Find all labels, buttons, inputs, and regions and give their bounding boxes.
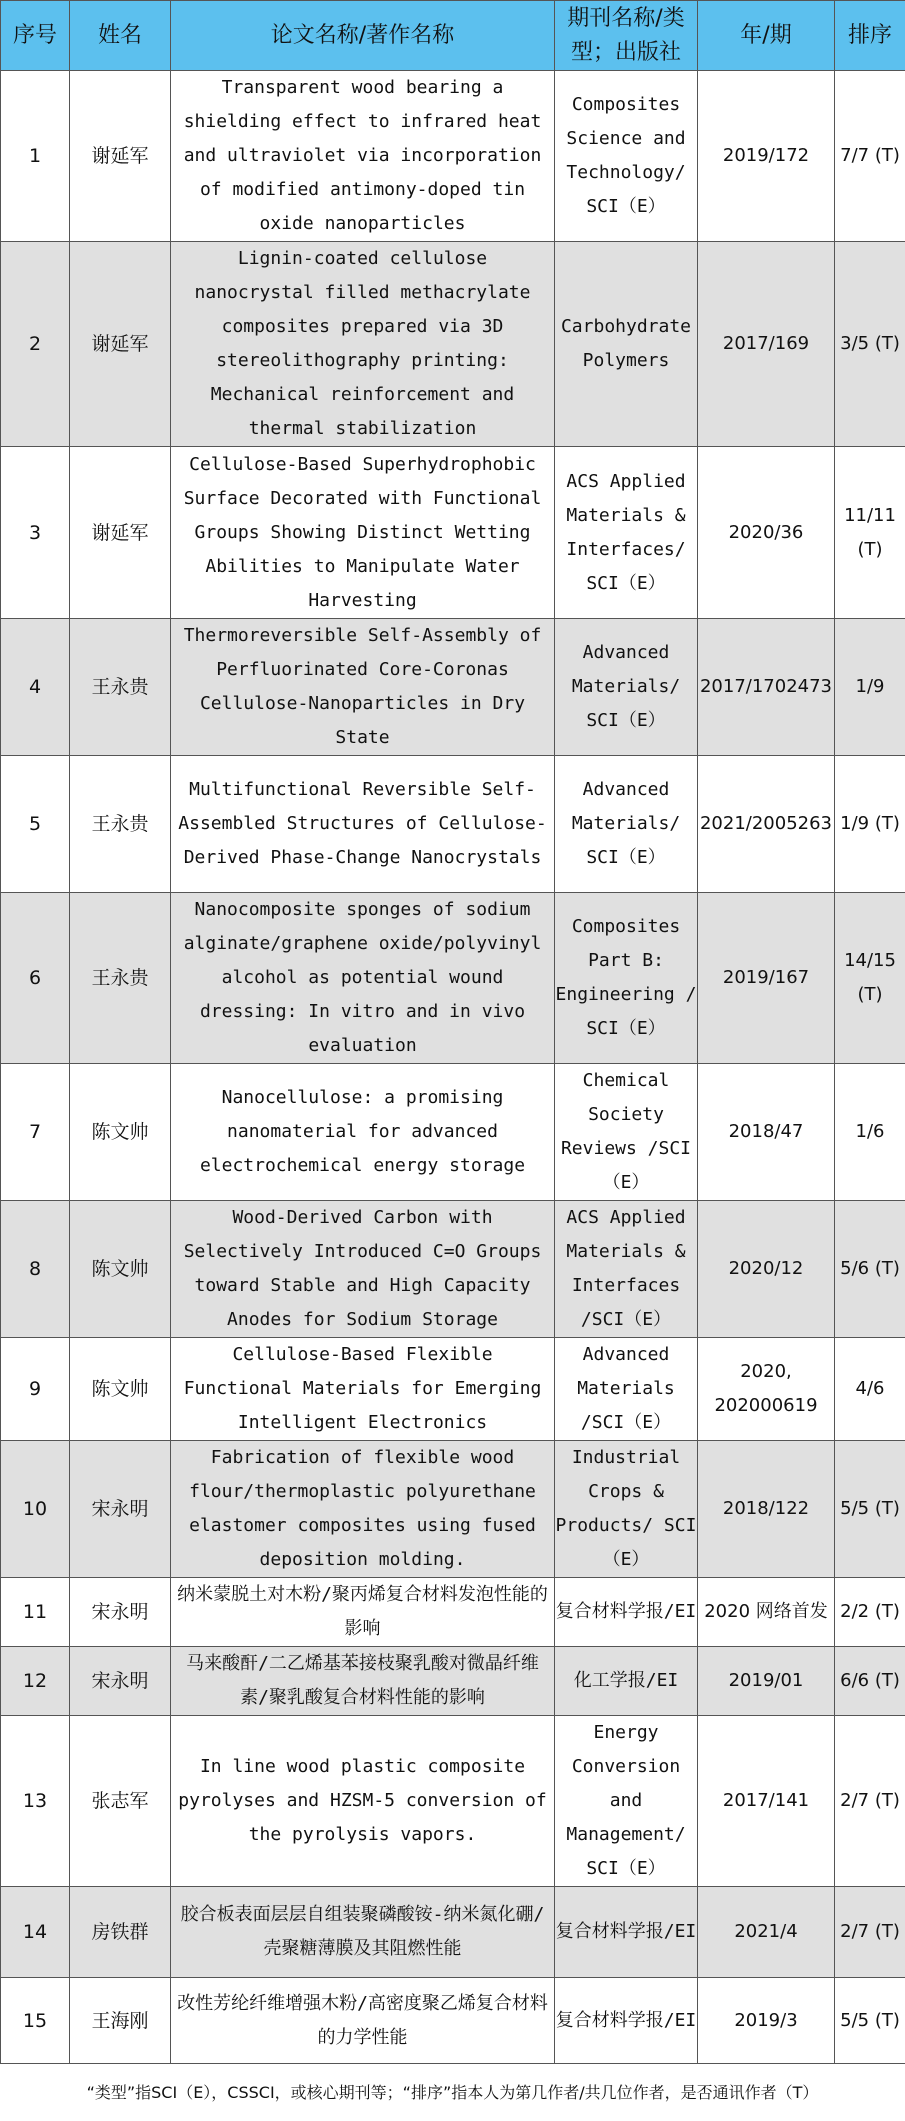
cell-rank: 14/15 (T) [835,893,905,1064]
cell-journal: Chemical Society Reviews /SCI（E） [555,1064,698,1201]
cell-year-issue: 2021/4 [698,1887,835,1978]
cell-year-issue: 2018/122 [698,1441,835,1578]
cell-seq: 13 [1,1716,70,1887]
cell-rank: 1/6 [835,1064,905,1201]
cell-title: Multifunctional Reversible Self-Assembled Structures of Cellulose-Derived Phase-Change Nanocrystals [171,756,555,893]
table-row [1,1441,905,1578]
cell-seq: 4 [1,619,70,756]
cell-year-issue: 2017/1702473 [698,619,835,756]
table-row [1,1978,905,2064]
cell-rank: 5/6 (T) [835,1201,905,1338]
table-row [1,1338,905,1441]
cell-name: 谢延军 [70,242,171,447]
table-row [1,756,905,893]
table-row [1,447,905,619]
cell-title: In line wood plastic composite pyrolyses and HZSM-5 conversion of the pyrolysis vapors. [171,1716,555,1887]
cell-name: 宋永明 [70,1647,171,1716]
cell-name: 谢延军 [70,447,171,619]
table-row [1,71,905,242]
cell-rank: 1/9 [835,619,905,756]
cell-rank: 4/6 [835,1338,905,1441]
table-row [1,1647,905,1716]
table-row [1,1201,905,1338]
cell-seq: 3 [1,447,70,619]
cell-year-issue: 2020, 202000619 [698,1338,835,1441]
header-rank: 排序 [835,1,905,71]
cell-year-issue: 2019/3 [698,1978,835,2064]
cell-title: Cellulose-Based Flexible Functional Materials for Emerging Intelligent Electronics [171,1338,555,1441]
cell-journal: ACS Applied Materials & Interfaces /SCI（E） [555,1201,698,1338]
cell-journal: Advanced Materials /SCI（E） [555,1338,698,1441]
cell-title: 改性芳纶纤维增强木粉/高密度聚乙烯复合材料的力学性能 [171,1978,555,2064]
cell-year-issue: 2018/47 [698,1064,835,1201]
cell-seq: 6 [1,893,70,1064]
cell-year-issue: 2021/2005263 [698,756,835,893]
cell-journal: 复合材料学报/EI [555,1978,698,2064]
cell-name: 王永贵 [70,893,171,1064]
cell-name: 王永贵 [70,619,171,756]
cell-year-issue: 2019/167 [698,893,835,1064]
cell-rank: 5/5 (T) [835,1441,905,1578]
cell-rank: 2/2 (T) [835,1578,905,1647]
cell-name: 王海刚 [70,1978,171,2064]
table-footnote: “类型”指SCI（E），CSSCI，或核心期刊等；“排序”指本人为第几作者/共几位作者，是否通讯作者（T） [86,2083,819,2102]
cell-title: Fabrication of flexible wood flour/thermoplastic polyurethane elastomer composites using fused deposition molding. [171,1441,555,1578]
cell-seq: 9 [1,1338,70,1441]
cell-title: 马来酸酐/二乙烯基苯接枝聚乳酸对微晶纤维素/聚乳酸复合材料性能的影响 [171,1647,555,1716]
cell-journal: Industrial Crops & Products/ SCI（E） [555,1441,698,1578]
cell-title: Thermoreversible Self-Assembly of Perfluorinated Core-Coronas Cellulose-Nanoparticles in Dry State [171,619,555,756]
table-row [1,1064,905,1201]
cell-rank: 11/11 (T) [835,447,905,619]
cell-rank: 3/5 (T) [835,242,905,447]
cell-journal: Advanced Materials/ SCI（E） [555,619,698,756]
cell-name: 宋永明 [70,1578,171,1647]
cell-year-issue: 2020/36 [698,447,835,619]
cell-name: 陈文帅 [70,1201,171,1338]
cell-rank: 5/5 (T) [835,1978,905,2064]
cell-title: Nanocomposite sponges of sodium alginate/graphene oxide/polyvinyl alcohol as potential wound dressing: In vitro and in vivo evaluation [171,893,555,1064]
cell-seq: 15 [1,1978,70,2064]
cell-journal: Advanced Materials/ SCI（E） [555,756,698,893]
cell-journal: Composites Part B: Engineering / SCI（E） [555,893,698,1064]
cell-title: Transparent wood bearing a shielding effect to infrared heat and ultraviolet via incorporation of modified antimony-doped tin oxide nanoparticles [171,71,555,242]
cell-year-issue: 2019/172 [698,71,835,242]
cell-name: 宋永明 [70,1441,171,1578]
cell-title: Cellulose-Based Superhydrophobic Surface Decorated with Functional Groups Showing Distinct Wetting Abilities to Manipulate Water Harvesting [171,447,555,619]
header-seq: 序号 [1,1,70,71]
cell-seq: 7 [1,1064,70,1201]
cell-name: 陈文帅 [70,1064,171,1201]
cell-name: 陈文帅 [70,1338,171,1441]
cell-year-issue: 2020/12 [698,1201,835,1338]
table-row [1,1578,905,1647]
cell-seq: 1 [1,71,70,242]
cell-year-issue: 2020 网络首发 [698,1578,835,1647]
header-name: 姓名 [70,1,171,71]
table-row [1,1716,905,1887]
cell-title: Wood-Derived Carbon with Selectively Introduced C=O Groups toward Stable and High Capacity Anodes for Sodium Storage [171,1201,555,1338]
cell-seq: 14 [1,1887,70,1978]
cell-rank: 7/7 (T) [835,71,905,242]
cell-journal: ACS Applied Materials & Interfaces/ SCI（E） [555,447,698,619]
cell-seq: 11 [1,1578,70,1647]
table-row [1,619,905,756]
header-year-issue: 年/期 [698,1,835,71]
cell-title: Lignin-coated cellulose nanocrystal filled methacrylate composites prepared via 3D stereolithography printing: Mechanical reinforcement and thermal stabilization [171,242,555,447]
table-row [1,1887,905,1978]
cell-seq: 12 [1,1647,70,1716]
cell-title: 胶合板表面层层自组装聚磷酸铵-纳米氮化硼/壳聚糖薄膜及其阻燃性能 [171,1887,555,1978]
cell-journal: 化工学报/EI [555,1647,698,1716]
cell-rank: 6/6 (T) [835,1647,905,1716]
cell-seq: 2 [1,242,70,447]
cell-year-issue: 2017/169 [698,242,835,447]
cell-title: Nanocellulose: a promising nanomaterial for advanced electrochemical energy storage [171,1064,555,1201]
cell-seq: 10 [1,1441,70,1578]
cell-year-issue: 2017/141 [698,1716,835,1887]
header-row [1,1,905,71]
cell-year-issue: 2019/01 [698,1647,835,1716]
cell-seq: 5 [1,756,70,893]
cell-title: 纳米蒙脱土对木粉/聚丙烯复合材料发泡性能的影响 [171,1578,555,1647]
cell-seq: 8 [1,1201,70,1338]
cell-rank: 1/9 (T) [835,756,905,893]
cell-journal: 复合材料学报/EI [555,1578,698,1647]
cell-name: 房铁群 [70,1887,171,1978]
cell-name: 谢延军 [70,71,171,242]
cell-rank: 2/7 (T) [835,1887,905,1978]
table-row [1,242,905,447]
table-row [1,893,905,1064]
cell-journal: 复合材料学报/EI [555,1887,698,1978]
cell-name: 张志军 [70,1716,171,1887]
cell-journal: Energy Conversion and Management/ SCI（E） [555,1716,698,1887]
cell-rank: 2/7 (T) [835,1716,905,1887]
header-journal: 期刊名称/类型；出版社 [555,1,698,71]
cell-name: 王永贵 [70,756,171,893]
cell-journal: Carbohydrate Polymers [555,242,698,447]
header-title: 论文名称/著作名称 [171,1,555,71]
cell-journal: Composites Science and Technology/ SCI（E） [555,71,698,242]
